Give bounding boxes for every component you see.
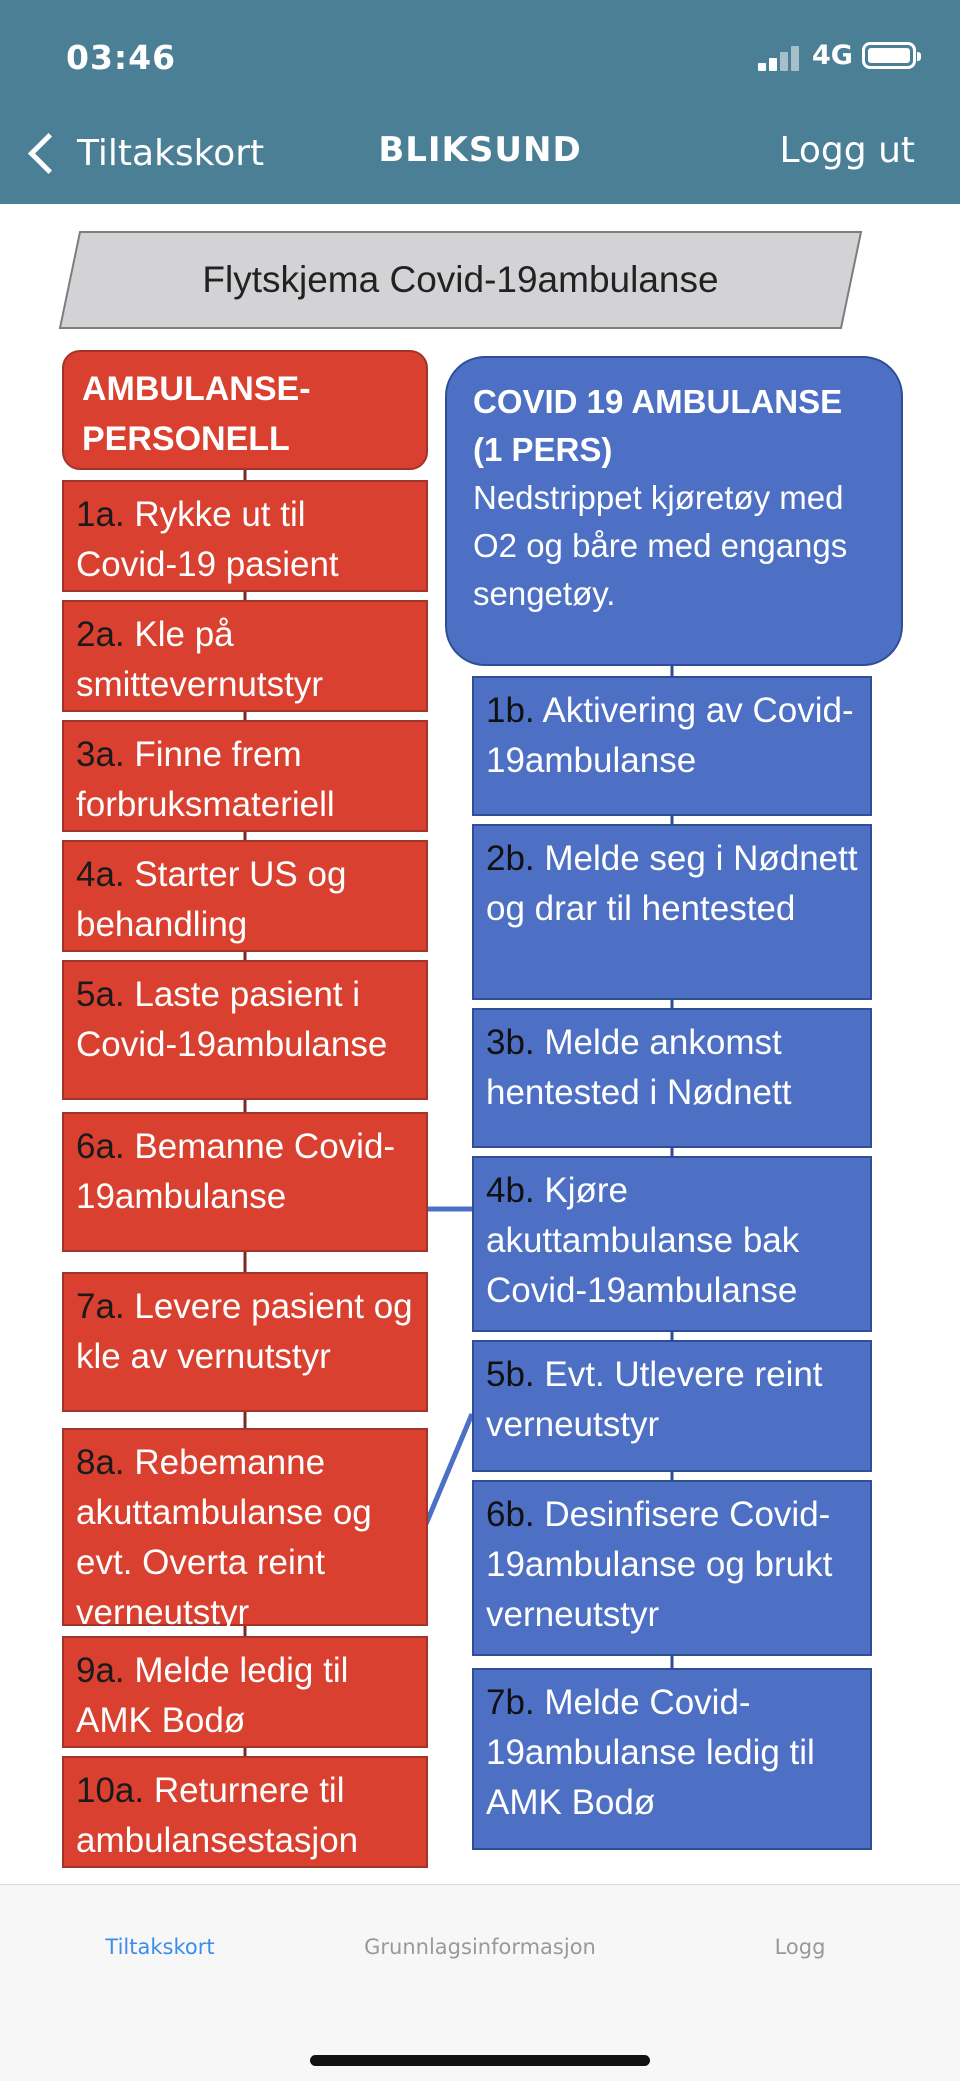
- left-header-line1: AMBULANSE-: [82, 370, 311, 408]
- step-number: 3a.: [76, 735, 125, 774]
- right-header-description: Nedstrippet kjøretøy med O2 og båre med engangs sengetøy.: [473, 479, 848, 612]
- step-number: 1b.: [486, 691, 535, 730]
- back-label: Tiltakskort: [77, 132, 265, 174]
- signal-icon: [758, 45, 808, 71]
- step-3b: [472, 1008, 872, 1148]
- step-text: Melde ankomst hentested i Nødnett: [486, 1023, 792, 1112]
- step-2b: [472, 824, 872, 1000]
- step-text: Levere pasient og kle av vernutstyr: [76, 1287, 413, 1376]
- step-number: 8a.: [76, 1443, 125, 1482]
- step-8a: [62, 1428, 428, 1632]
- step-text: Kjøre akuttambulanse bak Covid-19ambulanse: [486, 1171, 800, 1310]
- step-text: Rebemanne akuttambulanse og evt. Overta reint verneutstyr: [76, 1443, 372, 1632]
- step-text: Melde ledig til AMK Bodø: [76, 1651, 349, 1740]
- left-header-line2: PERSONELL: [82, 420, 290, 458]
- navigation-bar: [0, 100, 960, 204]
- step-7b: [472, 1668, 872, 1850]
- step-number: 4b.: [486, 1171, 535, 1210]
- step-text: Bemanne Covid-19ambulanse: [76, 1127, 396, 1216]
- step-number: 2b.: [486, 839, 535, 878]
- step-number: 9a.: [76, 1651, 125, 1690]
- tab-bar: [0, 1884, 960, 2081]
- step-text: Finne frem forbruksmateriell: [76, 735, 335, 824]
- step-7a: [62, 1272, 428, 1412]
- home-indicator: [310, 2055, 650, 2066]
- step-1b: [472, 676, 872, 816]
- flowchart-title: Flytskjema Covid-19ambulanse: [202, 259, 719, 300]
- step-number: 7b.: [486, 1683, 535, 1722]
- status-time: 03:46: [66, 38, 177, 77]
- step-number: 7a.: [76, 1287, 125, 1326]
- right-column-header: [445, 356, 903, 666]
- step-10a: [62, 1756, 428, 1868]
- step-number: 6a.: [76, 1127, 125, 1166]
- step-text: Aktivering av Covid-19ambulanse: [486, 691, 854, 780]
- step-text: Melde seg i Nødnett og drar til hentested: [486, 839, 858, 928]
- battery-icon: [862, 42, 916, 69]
- step-number: 2a.: [76, 615, 125, 654]
- step-4a: [62, 840, 428, 952]
- step-6b: [472, 1480, 872, 1656]
- tab-grunnlagsinformasjon[interactable]: Grunnlagsinformasjon: [364, 1935, 596, 1959]
- page-title: BLIKSUND: [378, 130, 582, 170]
- step-number: 6b.: [486, 1495, 535, 1534]
- tab-tiltakskort[interactable]: Tiltakskort: [105, 1935, 215, 1959]
- step-1a: [62, 480, 428, 592]
- left-column-header: [62, 350, 428, 470]
- step-5a: [62, 960, 428, 1100]
- step-text: Kle på smittevernutstyr: [76, 615, 323, 704]
- flowchart: [0, 204, 960, 1884]
- step-number: 10a.: [76, 1771, 145, 1810]
- network-label: 4G: [812, 40, 853, 71]
- step-4b: [472, 1156, 872, 1332]
- step-5b: [472, 1340, 872, 1472]
- tab-logg[interactable]: Logg: [774, 1935, 826, 1959]
- step-text: Starter US og behandling: [76, 855, 347, 944]
- step-text: Desinfisere Covid-19ambulanse og brukt verneutstyr: [486, 1495, 833, 1634]
- step-3a: [62, 720, 428, 832]
- step-number: 5a.: [76, 975, 125, 1014]
- step-text: Laste pasient i Covid-19ambulanse: [76, 975, 388, 1064]
- step-number: 1a.: [76, 495, 125, 534]
- flowchart-title-banner: [58, 230, 863, 330]
- step-text: Evt. Utlevere reint verneutstyr: [486, 1355, 823, 1444]
- step-number: 3b.: [486, 1023, 535, 1062]
- right-header-subtitle: (1 PERS): [473, 431, 613, 468]
- step-text: Melde Covid-19ambulanse ledig til AMK Bodø: [486, 1683, 815, 1822]
- right-header-title: COVID 19 AMBULANSE: [473, 383, 843, 420]
- status-bar: [0, 0, 960, 100]
- step-text: Rykke ut til Covid-19 pasient: [76, 495, 339, 584]
- step-9a: [62, 1636, 428, 1748]
- step-number: 4a.: [76, 855, 125, 894]
- step-text: Returnere til ambulansestasjon: [76, 1771, 359, 1860]
- step-2a: [62, 600, 428, 712]
- logout-button[interactable]: Logg ut: [779, 130, 915, 171]
- step-number: 5b.: [486, 1355, 535, 1394]
- step-6a: [62, 1112, 428, 1252]
